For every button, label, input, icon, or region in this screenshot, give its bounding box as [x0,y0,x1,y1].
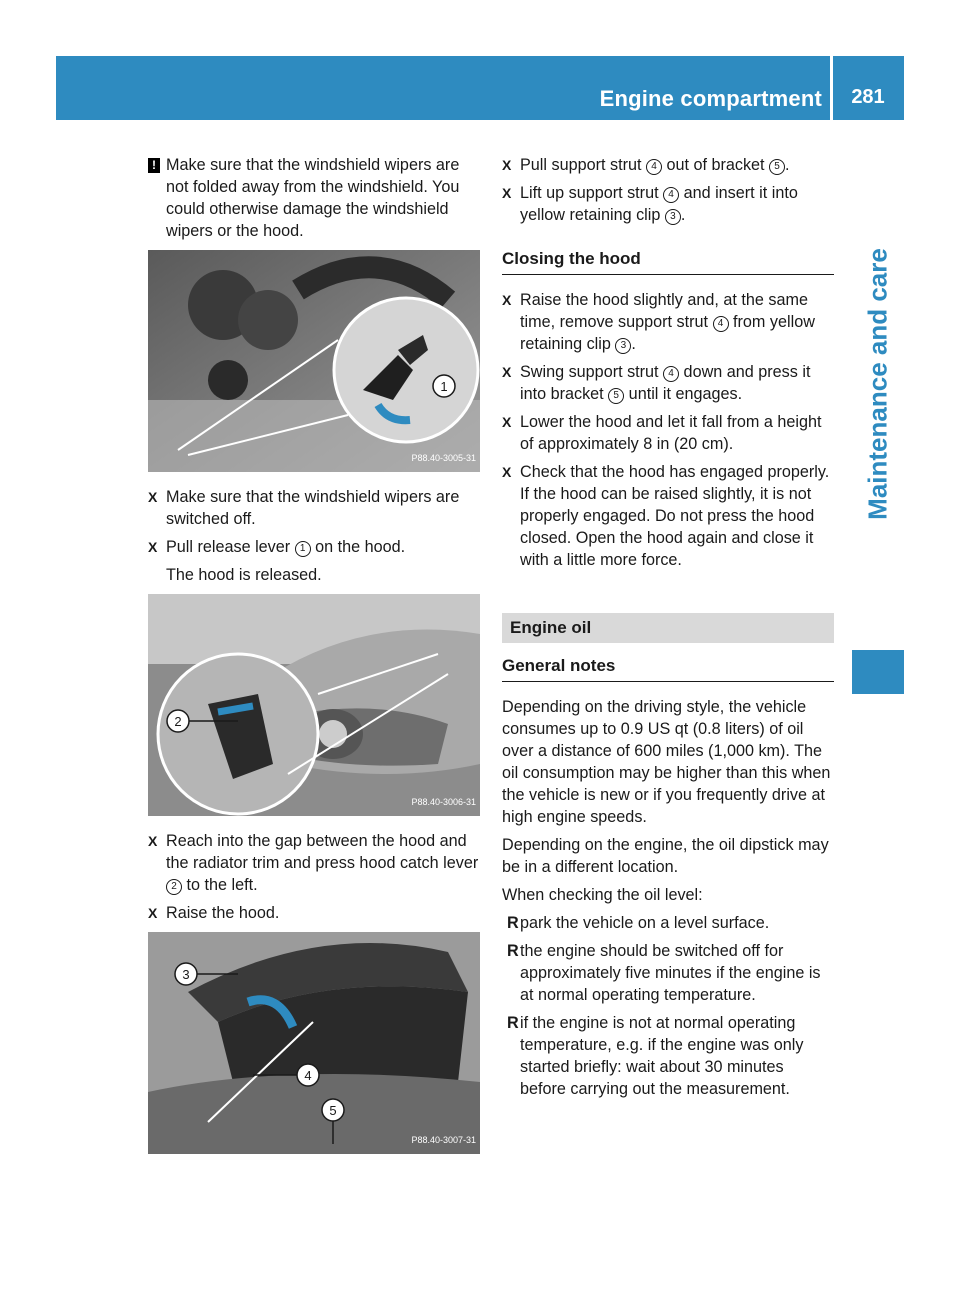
figure-code: P88.40-3006-31 [411,797,476,807]
section-heading-closing: Closing the hood [502,248,834,275]
step-result: The hood is released. [166,566,322,584]
figure-hood-catch [148,594,480,816]
step-close-2: X Swing support strut 4 down and press it into bracket 5 until it engages. [502,363,811,403]
page-title: Engine compartment [599,86,822,111]
list-item: R the engine should be switched off for approximately five minutes if the engine is at normal operating temperature. [507,942,821,1004]
warning-icon: ! [148,158,160,173]
figure-support-strut [148,932,480,1154]
step-pull-strut: X Pull support strut 4 out of bracket 5 . [502,156,790,174]
warning-text: Make sure that the windshield wipers are not folded away from the windshield. You could otherwise damage the windshield wipers or the hood. [166,156,460,240]
page-number: 281 [851,86,885,108]
list-item: R if the engine is not at normal operating temperature, e.g. if the engine was only started briefly: wait about 30 minutes before carrying out the measurement. [507,1014,804,1098]
step-arrow-icon: X [502,414,512,430]
figure-code: P88.40-3005-31 [411,453,476,463]
step-arrow-icon: X [502,292,512,308]
step-arrow-icon: X [148,833,158,849]
right-column [502,154,834,1106]
figure-code: P88.40-3007-31 [411,1135,476,1145]
step-arrow-icon: X [502,464,512,480]
step-arrow-icon: X [502,364,512,380]
callout-5: 5 [329,1103,337,1118]
step-insert-strut: X Lift up support strut 4 and insert it into yellow retaining clip 3 . [502,184,798,224]
callout-4: 4 [304,1068,312,1083]
step-arrow-icon: X [148,489,158,505]
list-item: R park the vehicle on a level surface. [507,914,770,932]
section-heading-engine-oil: Engine oil [502,613,834,643]
side-tab-label: Maintenance and care [862,248,893,520]
step-release-lever: X Pull release lever 1 on the hood. [148,538,406,556]
side-tab-marker [852,650,904,694]
step-arrow-icon: X [502,185,512,201]
step-raise-hood: X Raise the hood. [148,904,280,922]
callout-number: 2 [166,879,182,895]
step-close-1: X Raise the hood slightly and, at the same time, remove support strut 4 from yellow retaining clip 3 . [502,291,815,353]
subheading-general-notes: General notes [502,655,834,682]
step-arrow-icon: X [502,157,512,173]
callout-2: 2 [174,714,182,729]
step-hood-catch: X Reach into the gap between the hood and the radiator trim and press hood catch lever 2 to the left. [148,832,479,894]
figure-release-lever [148,250,480,472]
header-separator [830,56,833,120]
callout-1: 1 [440,379,448,394]
step-wipers: X Make sure that the windshield wipers are switched off. [148,488,460,528]
left-column [148,154,482,1168]
step-close-4: X Check that the hood has engaged properly. If the hood can be raised slightly, it is not properly engaged. Do not press the hood closed. Open the hood again and close it with a little more force. [502,463,830,569]
step-arrow-icon: X [148,905,158,921]
callout-number: 1 [295,541,311,557]
paragraph-oil-consumption: Depending on the driving style, the vehicle consumes up to 0.9 US qt (0.8 liters) of oil over a distance of 600 miles (1,000 km). The oil consumption may be higher than this when the vehicle is new or if you frequently drive at high engine speeds. [502,698,831,826]
paragraph-checking: When checking the oil level: [502,886,703,904]
warning-note [148,154,482,242]
step-close-3: X Lower the hood and let it fall from a height of approximately 8 in (20 cm). [502,413,822,453]
paragraph-dipstick: Depending on the engine, the oil dipstick may be in a different location. [502,836,829,876]
step-arrow-icon: X [148,539,158,555]
callout-3: 3 [182,967,190,982]
